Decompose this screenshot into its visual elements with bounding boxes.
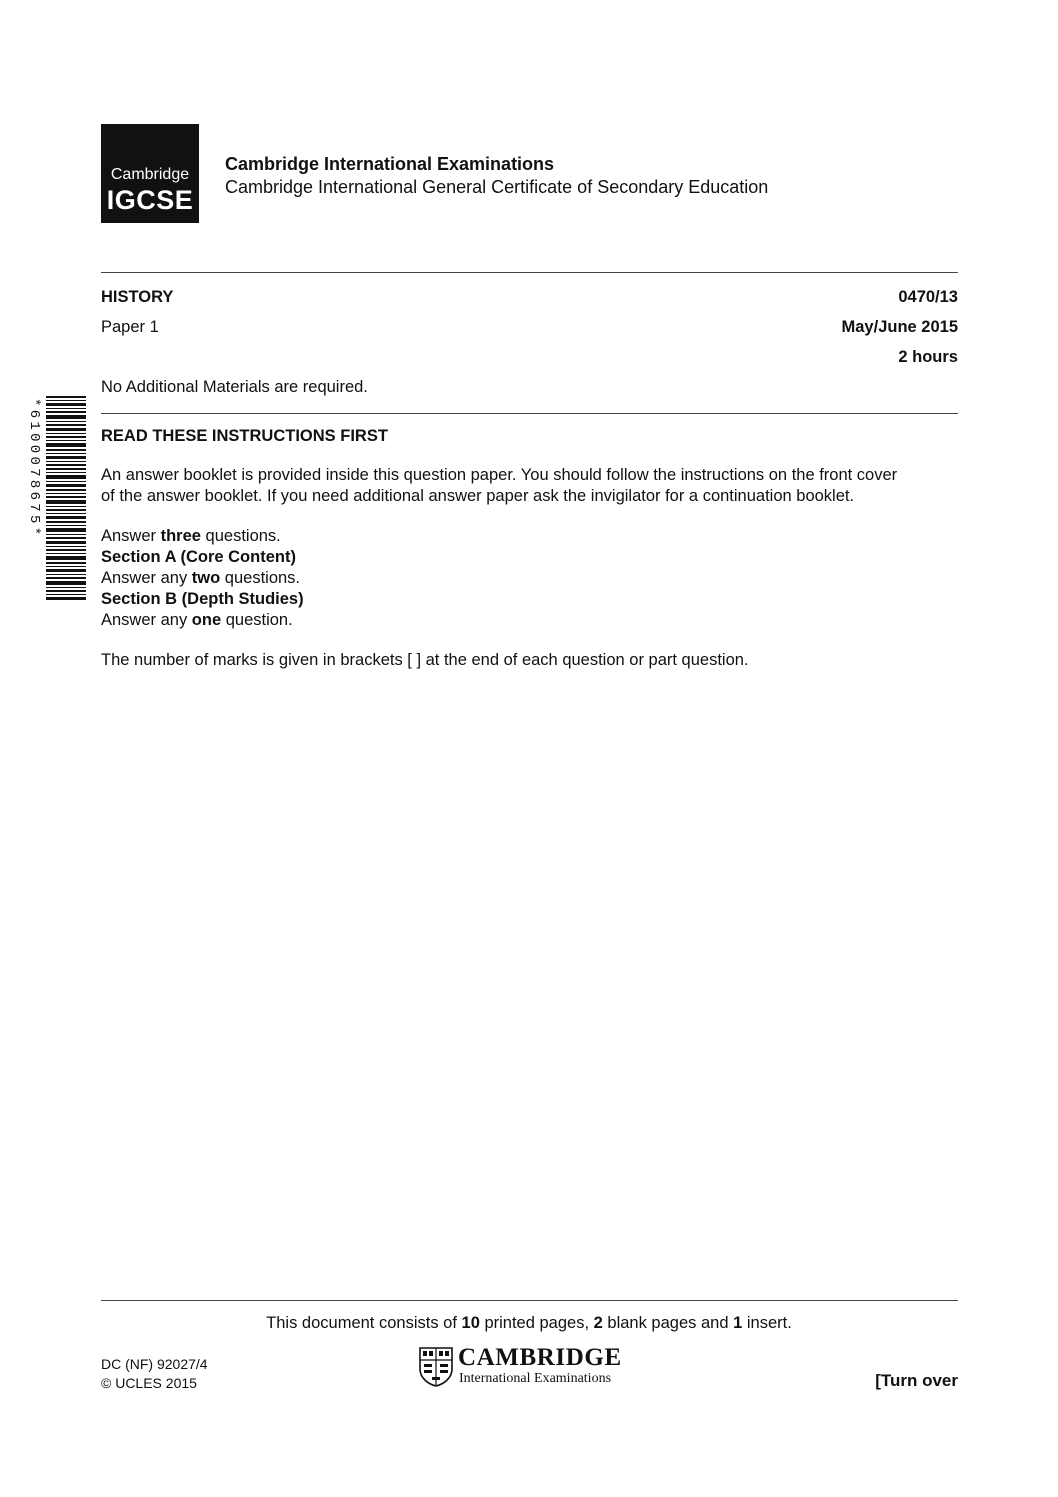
- section-b-pre: Answer any: [101, 611, 192, 629]
- page-count-mid-2: blank pages and: [602, 1314, 734, 1332]
- copyright: © UCLES 2015: [101, 1375, 197, 1391]
- section-a-number: two: [191, 569, 221, 587]
- section-b-number: one: [191, 611, 222, 629]
- answer-count-number: three: [160, 527, 201, 545]
- divider-mid: [101, 413, 958, 414]
- cambridge-wordmark-subtitle: International Examinations: [459, 1371, 612, 1386]
- page-count-insert: 1: [733, 1314, 743, 1332]
- cambridge-wordmark: CAMBRIDGE: [458, 1344, 622, 1371]
- section-a-post: questions.: [220, 569, 301, 587]
- paper-number: Paper 1: [101, 318, 159, 336]
- divider-footer: [101, 1300, 958, 1301]
- booklet-instructions-line-2: of the answer booklet. If you need additional answer paper ask the invigilator for a continuation booklet.: [101, 487, 855, 505]
- org-subtitle: Cambridge International General Certificate of Secondary Education: [225, 177, 769, 197]
- booklet-instructions-line-1: An answer booklet is provided inside this question paper. You should follow the instructions on the front cover: [101, 466, 898, 484]
- section-a-heading: Section A (Core Content): [101, 548, 296, 566]
- barcode-number-text: *6100078675*: [26, 398, 42, 539]
- section-a-pre: Answer any: [101, 569, 192, 587]
- paper-code: 0470/13: [898, 288, 958, 306]
- section-a-instruction: [101, 568, 300, 589]
- turn-over: [Turn over: [875, 1371, 958, 1390]
- page-count-blank: 2: [593, 1314, 603, 1332]
- page-count-note: [0, 1313, 1058, 1334]
- answer-count-pre: Answer: [101, 527, 161, 545]
- org-name: Cambridge International Examinations: [225, 154, 555, 174]
- logo-line-igcse: IGCSE: [106, 185, 194, 215]
- section-b-post: question.: [221, 611, 293, 629]
- barcode-number: [28, 398, 48, 600]
- materials-note: No Additional Materials are required.: [101, 378, 368, 396]
- marks-note: The number of marks is given in brackets [ ] at the end of each question or part question.: [101, 651, 749, 669]
- answer-count-line: [101, 526, 281, 547]
- section-b-heading: Section B (Depth Studies): [101, 590, 304, 608]
- page-count-post: insert.: [742, 1314, 792, 1332]
- divider-top: [101, 272, 958, 273]
- answer-count-post: questions.: [200, 527, 281, 545]
- page-count-pre: This document consists of: [266, 1314, 462, 1332]
- page-count-printed: 10: [461, 1314, 480, 1332]
- logo-line-cambridge: Cambridge: [110, 166, 190, 183]
- igcse-logo: [101, 124, 199, 223]
- exam-session: May/June 2015: [841, 318, 958, 336]
- subject: HISTORY: [101, 288, 174, 306]
- cambridge-crest-icon: [419, 1347, 453, 1387]
- exam-duration: 2 hours: [898, 348, 958, 366]
- section-b-instruction: [101, 610, 293, 631]
- page-count-mid-1: printed pages,: [479, 1314, 594, 1332]
- instructions-heading: READ THESE INSTRUCTIONS FIRST: [101, 427, 388, 445]
- document-code: DC (NF) 92027/4: [101, 1356, 208, 1372]
